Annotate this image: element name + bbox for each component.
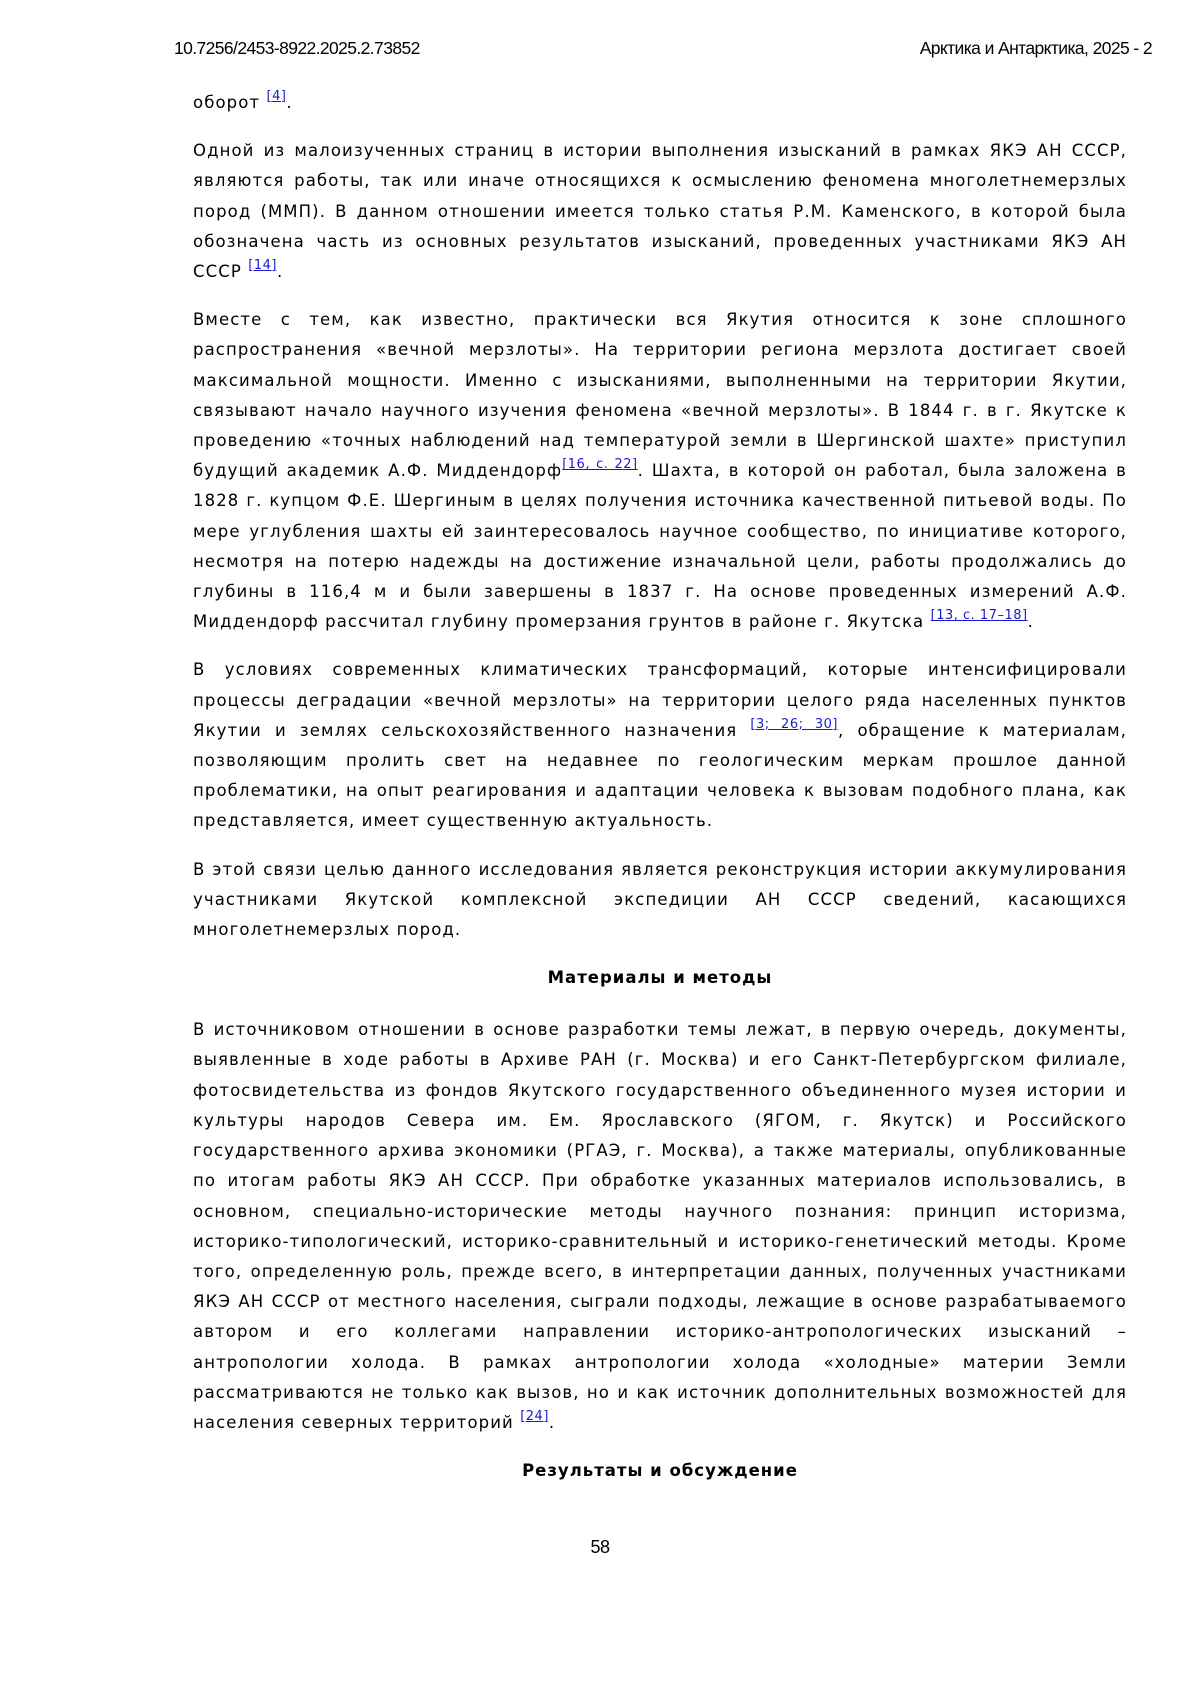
paragraph-end: .	[548, 1412, 556, 1432]
paragraph	[193, 1015, 1127, 1438]
citation-link[interactable]: [4]	[266, 89, 287, 104]
page-number: 58	[590, 1537, 610, 1557]
article-body	[193, 88, 1127, 1508]
citation-link[interactable]: [16, с. 22]	[562, 457, 638, 473]
paragraph-text: Одной из малоизученных страниц в истории выполнения изысканий в рамках ЯКЭ АН СССР, являются работы, так или иначе относящихся к осмыслению феномена многолетнемерзлых пород (ММП). В данном отношении имеется только статья Р.М. Каменского, в которой была обозначена часть из основных результатов изысканий, проведенных участниками ЯКЭ АН СССР	[193, 141, 1127, 282]
paragraph	[193, 855, 1127, 946]
paragraph-text: оборот	[193, 93, 267, 112]
paragraph-text: , обращение к материалам, позволяющим пролить свет на недавнее по геологическим меркам прошлое данной проблематики, на опыт реагирования и адаптации человека к вызовам подобного плана, как представляется, имеет существенную актуальность.	[193, 720, 1127, 831]
paragraph-text: . Шахта, в которой он работал, была заложена в 1828 г. купцом Ф.Е. Шергиным в целях получения источника качественной питьевой воды. По мере углубления шахты ей заинтересовалось научное сообщество, по инициативе которого, несмотря на потерю надежды на достижение изначальной цели, работы продолжались до глубины в 116,4 м и были завершены в 1837 г. На основе проведенных измерений А.Ф. Миддендорф рассчитал глубину промерзания грунтов в районе г. Якутска	[193, 461, 1128, 632]
paragraph	[193, 136, 1127, 287]
paragraph	[193, 655, 1127, 836]
section-heading-results: Результаты и обсуждение	[522, 1461, 798, 1481]
citation-link[interactable]: [3; 26; 30]	[750, 716, 839, 732]
paragraph	[193, 88, 1127, 118]
page-header	[174, 38, 1152, 62]
paragraph-text: Вместе с тем, как известно, практически вся Якутия относится к зоне сплошного распространения «вечной мерзлоты». На территории региона мерзлота достигает своей максимальной мощности. Именно с изысканиями, выполненными на территории Якутии, связывают начало научного изучения феномена «вечной мерзлоты». В 1844 г. в г. Якутске к проведению «точных наблюдений над температурой земли в Шергинской шахте» приступил будущий академик А.Ф. Миддендорф	[193, 310, 1127, 481]
paragraph-end: .	[1027, 612, 1034, 632]
paragraph-text: В источниковом отношении в основе разработки темы лежат, в первую очередь, документы, выявленные в ходе работы в Архиве РАН (г. Москва) и его Санкт-Петербургском филиале, фотосвидетельства из фондов Якутского государственного объединенного музея истории и культуры народов Севера им. Ем. Ярославского (ЯГОМ, г. Якутск) и Российского государственного архива экономики (РГАЭ, г. Москва), а также материалы, опубликованные по итогам работы ЯКЭ АН СССР. При обработке указанных материалов использовались, в основном, специально-исторические методы научного познания: принцип историзма, историко-типологический, историко-сравнительный и историко-генетический методы. Кроме того, определенную роль, прежде всего, в интерпретации данных, полученных участниками ЯКЭ АН СССР от местного населения, сыграли подходы, лежащие в основе разрабатываемого автором и его коллегами направлении историко-антропологических изысканий – антропологии холода. В рамках антропологии холода «холодные» материи Земли рассматриваются не только как вызов, но и как источник дополнительных возможностей для населения северных территорий	[193, 1020, 1127, 1432]
paragraph-end: .	[286, 93, 293, 112]
citation-link[interactable]: [24]	[520, 1408, 549, 1424]
citation-link[interactable]: [14]	[248, 258, 277, 274]
paragraph-end: .	[276, 262, 284, 282]
doi-label: 10.7256/2453-8922.2025.2.73852	[174, 38, 420, 58]
journal-label: Арктика и Антарктика, 2025 - 2	[919, 38, 1152, 58]
section-heading-methods: Материалы и методы	[547, 968, 773, 988]
paragraph-text: В условиях современных климатических трансформаций, которые интенсифицировали процессы деградации «вечной мерзлоты» на территории целого ряда населенных пунктов Якутии и землях сельскохозяйственного назначения	[193, 660, 1127, 740]
paragraph	[193, 305, 1127, 637]
paragraph-text: В этой связи целью данного исследования является реконструкция истории аккумулирования участниками Якутской комплексной экспедиции АН СССР сведений, касающихся многолетнемерзлых пород.	[193, 859, 1127, 940]
citation-link[interactable]: [13, с. 17–18]	[930, 608, 1028, 624]
